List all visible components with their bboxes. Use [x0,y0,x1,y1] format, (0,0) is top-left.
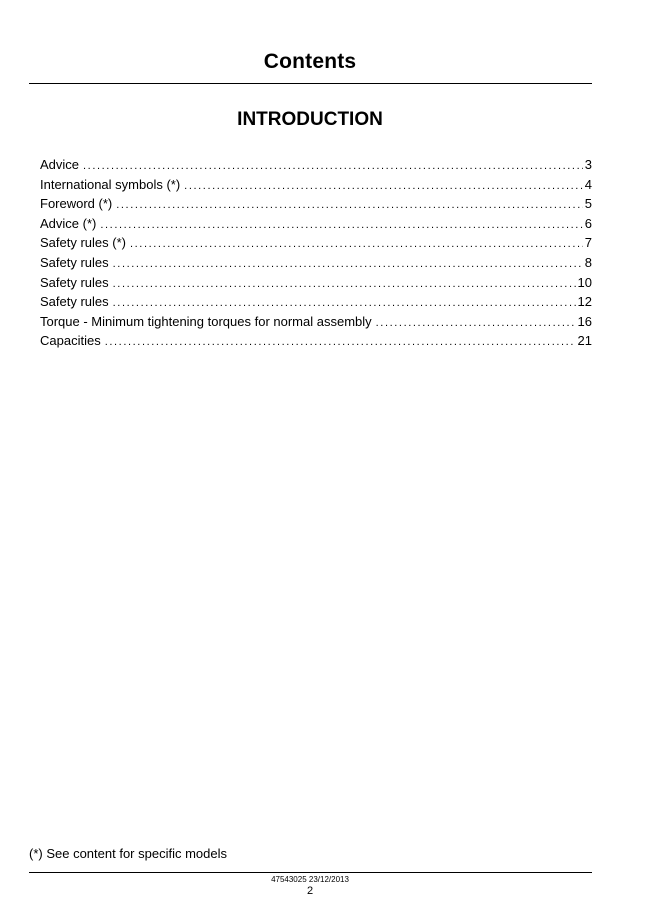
toc-entry-label: Advice [40,157,80,172]
toc-entry[interactable] [40,155,592,175]
toc-entry-page: 16 [577,313,592,329]
page-title: Contents [263,50,357,73]
toc-entry[interactable] [40,233,592,253]
toc-entry[interactable] [40,331,592,351]
toc-entry-label: Advice (*) [40,215,97,231]
toc-entry-label: Torque - Minimum tightening torques for normal assembly [40,313,372,329]
toc-dot-leader [376,314,576,334]
toc-dot-leader [100,216,582,236]
toc-entry-label: Safety rules [40,294,109,310]
toc-entry-page: 5 [584,196,592,212]
toc-entry-page: 21 [577,333,592,349]
toc-dot-leader [105,333,576,353]
title-divider [29,83,592,84]
table-of-contents [40,155,592,351]
toc-entry-label: Safety rules [40,274,109,290]
page-number: 2 [306,885,314,897]
toc-dot-leader [184,177,583,197]
toc-entry-label: Capacities [40,333,101,349]
toc-entry[interactable] [40,273,592,293]
toc-entry-page: 10 [577,274,592,290]
toc-entry[interactable] [40,312,592,332]
toc-entry-page: 12 [577,294,592,310]
toc-entry-page: 4 [584,176,592,192]
toc-dot-leader [130,235,583,255]
section-title: INTRODUCTION [237,109,383,130]
footnote: (*) See content for specific models [29,846,227,861]
footer-divider [29,872,592,873]
document-id: 47543025 23/12/2013 [271,875,349,884]
toc-dot-leader [116,196,583,216]
toc-entry[interactable] [40,214,592,234]
toc-entry-label: Safety rules (*) [40,235,126,251]
toc-entry[interactable] [40,194,592,214]
toc-entry-page: 6 [584,215,592,231]
toc-entry[interactable] [40,292,592,312]
toc-entry[interactable] [40,175,592,195]
toc-entry-page: 8 [584,254,592,270]
toc-entry[interactable] [40,253,592,273]
toc-dot-leader [113,275,576,295]
toc-entry-page: 3 [584,157,592,172]
toc-entry-page: 7 [584,235,592,251]
toc-dot-leader [113,255,583,275]
toc-entry-label: Foreword (*) [40,196,113,212]
toc-entry-label: Safety rules [40,254,109,270]
toc-entry-label: International symbols (*) [40,176,181,192]
